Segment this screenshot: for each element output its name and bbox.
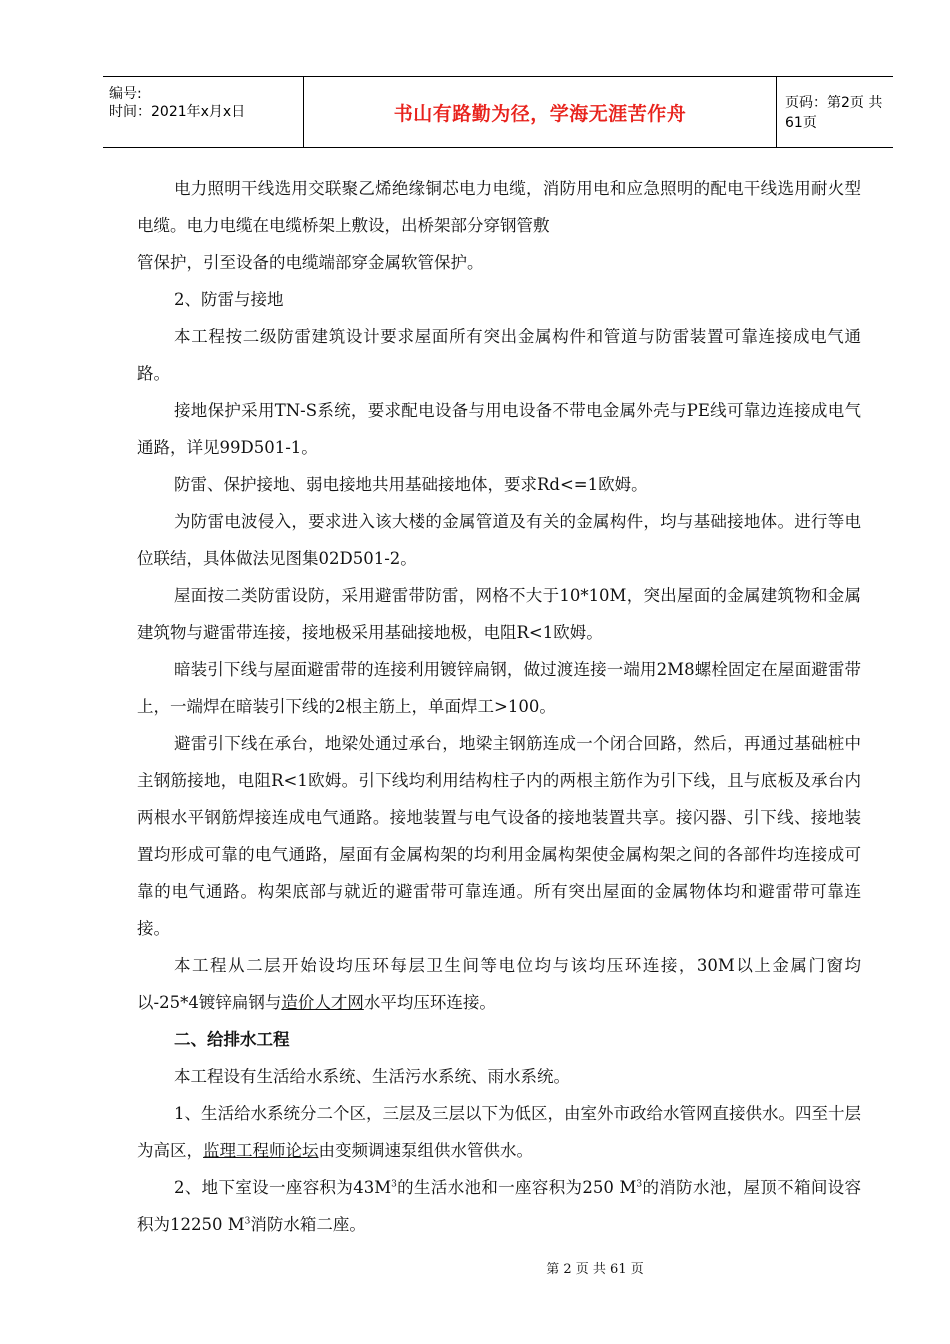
paragraph-surge-protection: 为防雷电波侵入，要求进入该大楼的金属管道及有关的金属构件，均与基础接地体。进行等电位联结，具体做法见图集02D501-2。: [137, 512, 861, 568]
superscript: 3: [244, 1216, 251, 1227]
text-segment: 2、地下室设一座容积为43M: [174, 1178, 392, 1197]
header-motto-cell: [303, 77, 777, 147]
page-footer: [0, 1258, 950, 1277]
paragraph-water-supply-zones: [137, 1095, 861, 1169]
paragraph-water-tanks: [137, 1169, 861, 1243]
text-segment: 水平均压环连接。: [363, 993, 496, 1012]
footer-page-number: 第 2 页 共 61 页: [546, 1262, 644, 1277]
paragraph-power-cables-cont: 管保护，引至设备的电缆端部穿金属软管保护。: [137, 253, 484, 272]
paragraph-grounding-path: 避雷引下线在承台，地梁处通过承台，地梁主钢筋连成一个闭合回路，然后，再通过基础桩中主钢筋接地，电阻R<1欧姆。引下线均利用结构柱子内的两根主筋作为引下线，且与底板及承台内两根水平钢筋焊接连成电气通路。接地装置与电气设备的接地装置共享。接闪器、引下线、接地装置均形成可靠的电气通路，屋面有金属构架的均利用金属构架使金属构架之间的各部件均连接成可靠的电气通路。构架底部与就近的避雷带可靠连通。所有突出屋面的金属物体均和避雷带可靠连接。: [137, 734, 861, 938]
section-heading-lightning: 2、防雷与接地: [174, 290, 284, 309]
text-segment: 消防水箱二座。: [250, 1215, 366, 1234]
link-supervision-forum[interactable]: 监理工程师论坛: [203, 1141, 319, 1160]
header-motto: 书山有路勤为径，学海无涯苦作舟: [393, 102, 687, 125]
header-meta-cell: [103, 77, 303, 147]
section-heading-water: 二、给排水工程: [174, 1030, 290, 1049]
paragraph-down-conductor: 暗装引下线与屋面避雷带的连接利用镀锌扁钢，做过渡连接一端用2M8螺栓固定在屋面避雷带上，一端焊在暗装引下线的2根主筋上，单面焊工>100。: [137, 660, 861, 716]
superscript: 3: [391, 1179, 397, 1190]
text-segment: 本工程从二层开始设均压环每层卫生间等电位均与该均压环连接，30M以上金属门窗均以-25*4镀锌扁钢与: [137, 956, 861, 1012]
document-number-label: 编号:: [109, 86, 142, 102]
text-segment: 由变频调速泵组供水管供水。: [318, 1141, 533, 1160]
document-body: [137, 170, 861, 1243]
document-time-label: 时间：2021年x月x日: [109, 104, 246, 120]
text-segment: 1、生活给水系统分二个区，三层及三层以下为低区，由室外市政给水管网直接供水。四至十层为高区，: [137, 1104, 861, 1160]
page-header: [103, 76, 893, 148]
paragraph-power-cables: 电力照明干线选用交联聚乙烯绝缘铜芯电力电缆，消防用电和应急照明的配电干线选用耐火型电缆。电力电缆在电缆桥架上敷设，出桥架部分穿钢管敷: [137, 179, 861, 235]
paragraph-lightning-design: 本工程按二级防雷建筑设计要求屋面所有突出金属构件和管道与防雷装置可靠连接成电气通路。: [137, 327, 861, 383]
text-segment: 的生活水池和一座容积为250 M: [396, 1178, 637, 1197]
paragraph-equipotential-ring: [137, 947, 861, 1021]
text-segment: 的消防水池，屋顶不箱间设容积为12250 M: [137, 1178, 862, 1234]
superscript: 3: [636, 1179, 643, 1190]
header-page-cell: [777, 77, 893, 147]
header-page-code: 页码：第2页 共61页: [785, 95, 883, 131]
paragraph-water-systems: 本工程设有生活给水系统、生活污水系统、雨水系统。: [174, 1067, 570, 1086]
paragraph-grounding-system: 接地保护采用TN-S系统，要求配电设备与用电设备不带电金属外壳与PE线可靠边连接成电气通路，详见99D501-1。: [137, 401, 861, 457]
link-cost-talent-network[interactable]: 造价人才网: [281, 993, 364, 1012]
paragraph-roof-protection: 屋面按二类防雷设防，采用避雷带防雷，网格不大于10*10M，突出屋面的金属建筑物和金属建筑物与避雷带连接，接地极采用基础接地极，电阻R<1欧姆。: [137, 586, 861, 642]
paragraph-common-ground: 防雷、保护接地、弱电接地共用基础接地体，要求Rd<=1欧姆。: [174, 475, 648, 494]
